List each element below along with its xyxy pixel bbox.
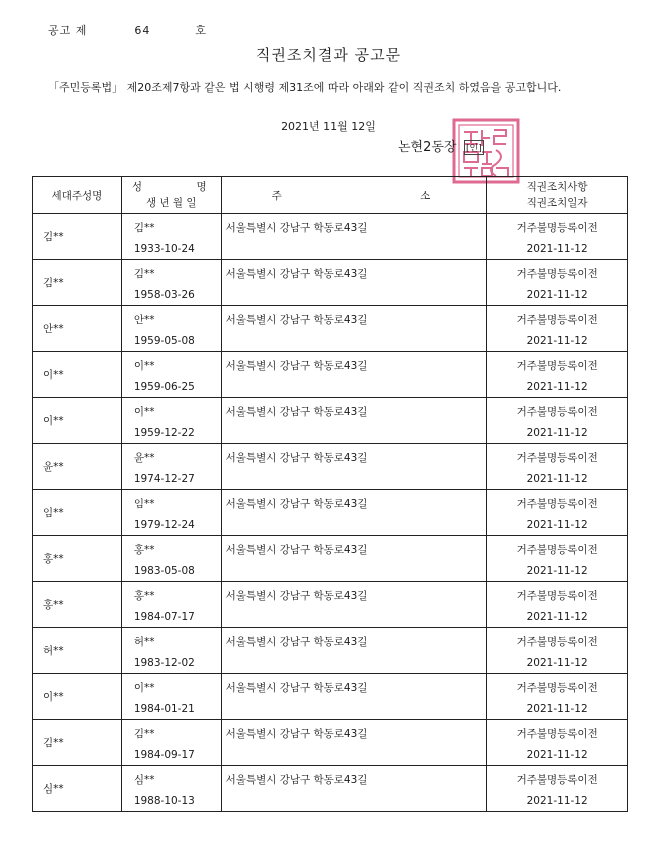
action-text: 거주불명등록이전 <box>516 222 598 234</box>
action-date: 2021-11-12 <box>526 565 588 577</box>
address-cell <box>221 306 487 352</box>
action-cell <box>487 582 628 628</box>
office-name: 논현2동장 <box>398 140 457 155</box>
address-cell <box>221 260 487 306</box>
table-row <box>33 444 628 490</box>
birth-date: 1988-10-13 <box>133 795 195 807</box>
action-date: 2021-11-12 <box>526 703 588 715</box>
person-cell <box>121 536 221 582</box>
table-row <box>33 766 628 812</box>
header-action <box>487 177 628 214</box>
person-name: 이** <box>133 406 155 418</box>
action-cell <box>487 214 628 260</box>
action-date: 2021-11-12 <box>526 749 588 761</box>
birth-date: 1984-07-17 <box>133 611 195 623</box>
birth-date: 1983-12-02 <box>133 657 195 669</box>
person-cell <box>121 628 221 674</box>
table-row <box>33 214 628 260</box>
action-date: 2021-11-12 <box>526 473 588 485</box>
address-cell <box>221 766 487 812</box>
address-text: 서울특별시 강남구 학동로43길 <box>225 360 368 372</box>
household-head-cell: 홍** <box>33 582 122 628</box>
action-date: 2021-11-12 <box>526 289 588 301</box>
person-name: 허** <box>133 636 155 648</box>
person-name: 홍** <box>133 544 155 556</box>
person-name: 임** <box>133 498 155 510</box>
address-cell <box>221 628 487 674</box>
address-text: 서울특별시 강남구 학동로43길 <box>225 498 368 510</box>
action-text: 거주불명등록이전 <box>516 268 598 280</box>
table-header-row <box>33 177 628 214</box>
table-row <box>33 260 628 306</box>
birth-date: 1933-10-24 <box>133 243 195 255</box>
person-name: 김** <box>133 268 155 280</box>
household-head-cell: 김** <box>33 260 122 306</box>
address-text: 서울특별시 강남구 학동로43길 <box>225 544 368 556</box>
address-text: 서울특별시 강남구 학동로43길 <box>225 682 368 694</box>
official-seal <box>452 118 520 184</box>
address-text: 서울특별시 강남구 학동로43길 <box>225 222 368 234</box>
address-text: 서울특별시 강남구 학동로43길 <box>225 406 368 418</box>
action-cell <box>487 766 628 812</box>
header-birth: 생 년 월 일 <box>145 197 197 209</box>
address-cell <box>221 444 487 490</box>
action-text: 거주불명등록이전 <box>516 452 598 464</box>
person-cell <box>121 766 221 812</box>
birth-date: 1979-12-24 <box>133 519 195 531</box>
household-head-cell: 김** <box>33 214 122 260</box>
action-date: 2021-11-12 <box>526 611 588 623</box>
address-cell <box>221 214 487 260</box>
person-cell <box>121 260 221 306</box>
address-cell <box>221 674 487 720</box>
address-text: 서울특별시 강남구 학동로43길 <box>225 452 368 464</box>
header-address <box>221 177 487 214</box>
person-cell <box>121 674 221 720</box>
birth-date: 1959-06-25 <box>133 381 195 393</box>
table-row <box>33 536 628 582</box>
header-action-bottom: 직권조치일자 <box>526 197 588 209</box>
person-cell <box>121 490 221 536</box>
address-cell <box>221 398 487 444</box>
person-name: 안** <box>133 314 155 326</box>
household-head-cell: 임** <box>33 490 122 536</box>
person-cell <box>121 582 221 628</box>
household-head-cell: 홍** <box>33 536 122 582</box>
action-text: 거주불명등록이전 <box>516 360 598 372</box>
person-cell <box>121 720 221 766</box>
person-name: 이** <box>133 682 155 694</box>
person-cell <box>121 214 221 260</box>
action-text: 거주불명등록이전 <box>516 636 598 648</box>
household-head-cell: 이** <box>33 674 122 720</box>
table-row <box>33 628 628 674</box>
action-date: 2021-11-12 <box>526 657 588 669</box>
household-head-cell: 이** <box>33 352 122 398</box>
action-date: 2021-11-12 <box>526 427 588 439</box>
table-row <box>33 352 628 398</box>
person-name: 윤** <box>133 452 155 464</box>
address-text: 서울특별시 강남구 학동로43길 <box>225 590 368 602</box>
header-address-right: 소 <box>420 189 431 202</box>
address-text: 서울특별시 강남구 학동로43길 <box>225 728 368 740</box>
action-cell <box>487 674 628 720</box>
notice-number-line <box>48 22 207 38</box>
person-name: 김** <box>133 728 155 740</box>
action-cell <box>487 536 628 582</box>
action-date: 2021-11-12 <box>526 795 588 807</box>
household-head-cell: 윤** <box>33 444 122 490</box>
household-head-cell: 안** <box>33 306 122 352</box>
address-cell <box>221 490 487 536</box>
action-cell <box>487 352 628 398</box>
action-cell <box>487 260 628 306</box>
table-row <box>33 398 628 444</box>
address-text: 서울특별시 강남구 학동로43길 <box>225 774 368 786</box>
person-cell <box>121 398 221 444</box>
person-name: 심** <box>133 774 155 786</box>
action-cell <box>487 444 628 490</box>
person-cell <box>121 444 221 490</box>
address-text: 서울특별시 강남구 학동로43길 <box>225 268 368 280</box>
person-name: 김** <box>133 222 155 234</box>
person-cell <box>121 306 221 352</box>
address-cell <box>221 582 487 628</box>
address-text: 서울특별시 강남구 학동로43길 <box>225 636 368 648</box>
header-action-top: 직권조치사항 <box>526 181 588 193</box>
notice-body: 「주민등록법」 제20조제7항과 같은 법 시행령 제31조에 따라 아래와 같이 직권조치 하였음을 공고합니다. <box>48 81 562 94</box>
notice-number: 64 <box>134 24 151 37</box>
birth-date: 1959-05-08 <box>133 335 195 347</box>
action-date: 2021-11-12 <box>526 243 588 255</box>
birth-date: 1983-05-08 <box>133 565 195 577</box>
action-cell <box>487 306 628 352</box>
notice-date: 2021년 11월 12일 <box>281 120 376 133</box>
action-date: 2021-11-12 <box>526 519 588 531</box>
action-cell <box>487 398 628 444</box>
header-name-left: 성 <box>131 181 142 193</box>
page-title: 직권조치결과 공고문 <box>255 46 402 64</box>
action-cell <box>487 490 628 536</box>
seal-mark: [인] <box>464 140 484 155</box>
action-cell <box>487 628 628 674</box>
address-cell <box>221 352 487 398</box>
household-head-cell: 심** <box>33 766 122 812</box>
action-text: 거주불명등록이전 <box>516 544 598 556</box>
header-name-birth <box>121 177 221 214</box>
person-cell <box>121 352 221 398</box>
action-text: 거주불명등록이전 <box>516 406 598 418</box>
household-head-cell: 김** <box>33 720 122 766</box>
action-date: 2021-11-12 <box>526 335 588 347</box>
person-name: 홍** <box>133 590 155 602</box>
birth-date: 1959-12-22 <box>133 427 195 439</box>
birth-date: 1984-01-21 <box>133 703 195 715</box>
address-text: 서울특별시 강남구 학동로43길 <box>225 314 368 326</box>
address-cell <box>221 720 487 766</box>
header-household-head: 세대주성명 <box>33 177 122 214</box>
address-cell <box>221 536 487 582</box>
notice-suffix: 호 <box>195 24 208 37</box>
action-text: 거주불명등록이전 <box>516 682 598 694</box>
notice-prefix: 공고 제 <box>48 24 88 37</box>
action-text: 거주불명등록이전 <box>516 774 598 786</box>
header-address-left: 주 <box>271 189 282 202</box>
table-row <box>33 582 628 628</box>
action-text: 거주불명등록이전 <box>516 314 598 326</box>
table-row <box>33 490 628 536</box>
table-row <box>33 674 628 720</box>
birth-date: 1984-09-17 <box>133 749 195 761</box>
header-name-right: 명 <box>196 181 207 193</box>
action-text: 거주불명등록이전 <box>516 728 598 740</box>
action-cell <box>487 720 628 766</box>
table-row <box>33 306 628 352</box>
table-row <box>33 720 628 766</box>
birth-date: 1974-12-27 <box>133 473 195 485</box>
birth-date: 1958-03-26 <box>133 289 195 301</box>
action-date: 2021-11-12 <box>526 381 588 393</box>
action-text: 거주불명등록이전 <box>516 590 598 602</box>
results-table <box>32 176 628 812</box>
person-name: 이** <box>133 360 155 372</box>
household-head-cell: 허** <box>33 628 122 674</box>
household-head-cell: 이** <box>33 398 122 444</box>
action-text: 거주불명등록이전 <box>516 498 598 510</box>
